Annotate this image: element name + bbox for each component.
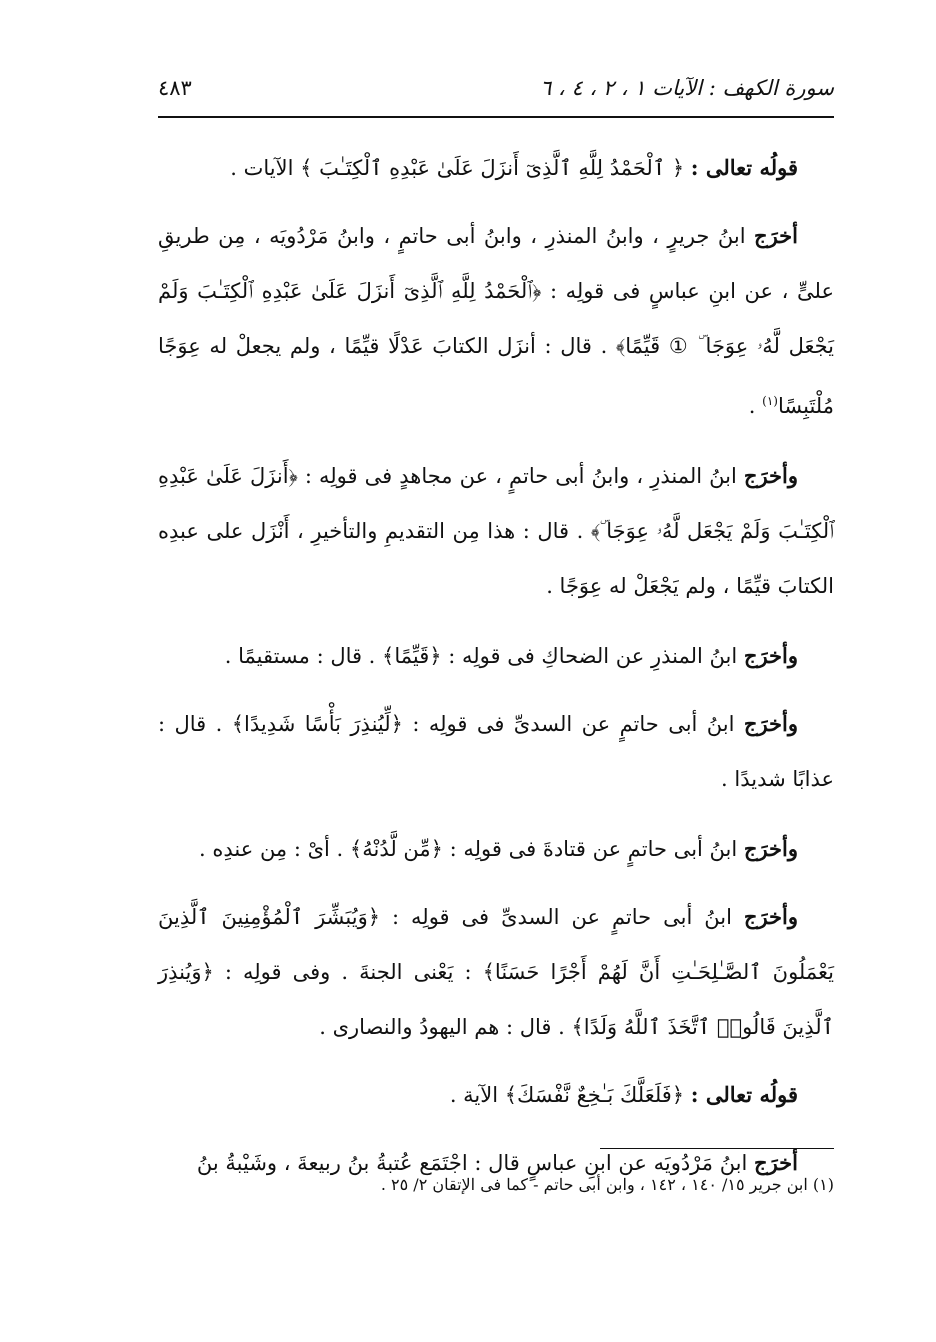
running-header [158, 68, 834, 110]
paragraph-text: ابنُ المنذرِ ، وابنُ أبى حاتمٍ ، عن مجاهدٍ فى قولِه : ﴿أَنزَلَ عَلَىٰ عَبْدِهِ ٱلْكِتَـٰبَ وَلَمْ يَجْعَل لَّهُۥ عِوَجَا ۜ﴾ . قال : هذا مِن التقديمِ والتأخيرِ ، أَنْزَل على عبدِه الكتابَ قيِّمًا ، ولم يَجْعَلْ له عِوَجًا . [158, 464, 834, 598]
paragraph-lead: وأخرَج [743, 643, 798, 668]
footnote-marker[interactable]: (١) [762, 394, 778, 408]
paragraph-lead: قولُه تعالى : [690, 155, 798, 180]
footnote-divider [600, 1148, 834, 1149]
paragraph-5 [158, 696, 834, 807]
paragraph-text: ﴿ ٱلْحَمْدُ لِلَّهِ ٱلَّذِىٓ أَنزَلَ عَلَىٰ عَبْدِهِ ٱلْكِتَـٰبَ ﴾ الآيات . [230, 156, 691, 180]
paragraph-text: ابنُ المنذرِ عن الضحاكِ فى قولِه : ﴿قَيِّمًا﴾ . قال : مستقيمًا . [224, 644, 744, 668]
paragraph-text: ابنُ أبى حاتمٍ عن السدىِّ فى قولِه : ﴿وَيُبَشِّرَ ٱلْمُؤْمِنِينَ ٱلَّذِينَ يَعْمَلُونَ ٱلصَّـٰلِحَـٰتِ أَنَّ لَهُمْ أَجْرًا حَسَنًا﴾ : يَعْنى الجنةَ . وفى قولِه : ﴿وَيُنذِرَ ٱلَّذِينَ قَالُوا۟ ٱتَّخَذَ ٱللَّهُ وَلَدًا﴾ . قال : هم اليهودُ والنصارى . [158, 905, 834, 1039]
paragraph-2 [158, 208, 834, 434]
paragraph-text: ابنُ جريرٍ ، وابنُ المنذرِ ، وابنُ أبى حاتمٍ ، وابنُ مَرْدُويَه ، مِن طريقِ علىٍّ ، عن ابنِ عباسٍ فى قولِه : ﴿ٱلْحَمْدُ لِلَّهِ ٱلَّذِىٓ أَنزَلَ عَلَىٰ عَبْدِهِ ٱلْكِتَـٰبَ وَلَمْ يَجْعَل لَّهُۥ عِوَجَا ۜ ① قَيِّمًا﴾ . قال : أنزَل الكتابَ عَدْلًا قيِّمًا ، ولم يجعلْ له عِوَجًا مُلْتَبِسًا [158, 224, 834, 418]
paragraph-4 [158, 628, 834, 684]
paragraph-lead: قولُه تعالى : [690, 1082, 798, 1107]
paragraph-lead: وأخرَج [743, 711, 798, 736]
paragraph-1 [158, 140, 834, 196]
paragraph-3 [158, 448, 834, 614]
paragraph-text: ابنُ أبى حاتمٍ عن قتادةَ فى قولِه : ﴿مِّن لَّدُنْهُ﴾ . أىْ : مِن عندِه . [199, 837, 744, 861]
paragraph-7 [158, 889, 834, 1055]
paragraph-end: . [748, 394, 763, 418]
paragraph-text: ﴿فَلَعَلَّكَ بَـٰخِعٌ نَّفْسَكَ﴾ الآية . [449, 1083, 691, 1107]
header-divider [158, 116, 834, 118]
paragraph-6 [158, 821, 834, 877]
paragraph-text: ابنُ مَرْدُويَه عن ابنِ عباسٍ قال : اجْتَمَع عُتبةُ بنُ ربيعةَ ، وشَيْبةُ بنُ [196, 1151, 755, 1175]
main-text [158, 140, 834, 1203]
paragraph-lead: وأخرَج [743, 836, 798, 861]
paragraph-lead: وأخرَج [743, 904, 798, 929]
chapter-title: سورة الكهف : الآيات ١ ، ٢ ، ٤ ، ٦ [540, 76, 834, 100]
paragraph-text: ابنُ أبى حاتمٍ عن السدىِّ فى قولِه : ﴿لِّيُنذِرَ بَأْسًا شَدِيدًا﴾ . قال : عذابًا شديدًا . [158, 712, 834, 791]
footnote: (١) ابن جرير ١٥/ ١٤٠ ، ١٤٢ ، وابن أبى حاتم - كما فى الإتقان ٢/ ٢٥ . [380, 1175, 834, 1194]
paragraph-8 [158, 1067, 834, 1123]
paragraph-lead: وأخرَج [743, 463, 798, 488]
paragraph-lead: أخرَج [754, 1150, 798, 1175]
page-number: ٤٨٣ [158, 76, 192, 100]
paragraph-lead: أخرَج [754, 223, 798, 248]
